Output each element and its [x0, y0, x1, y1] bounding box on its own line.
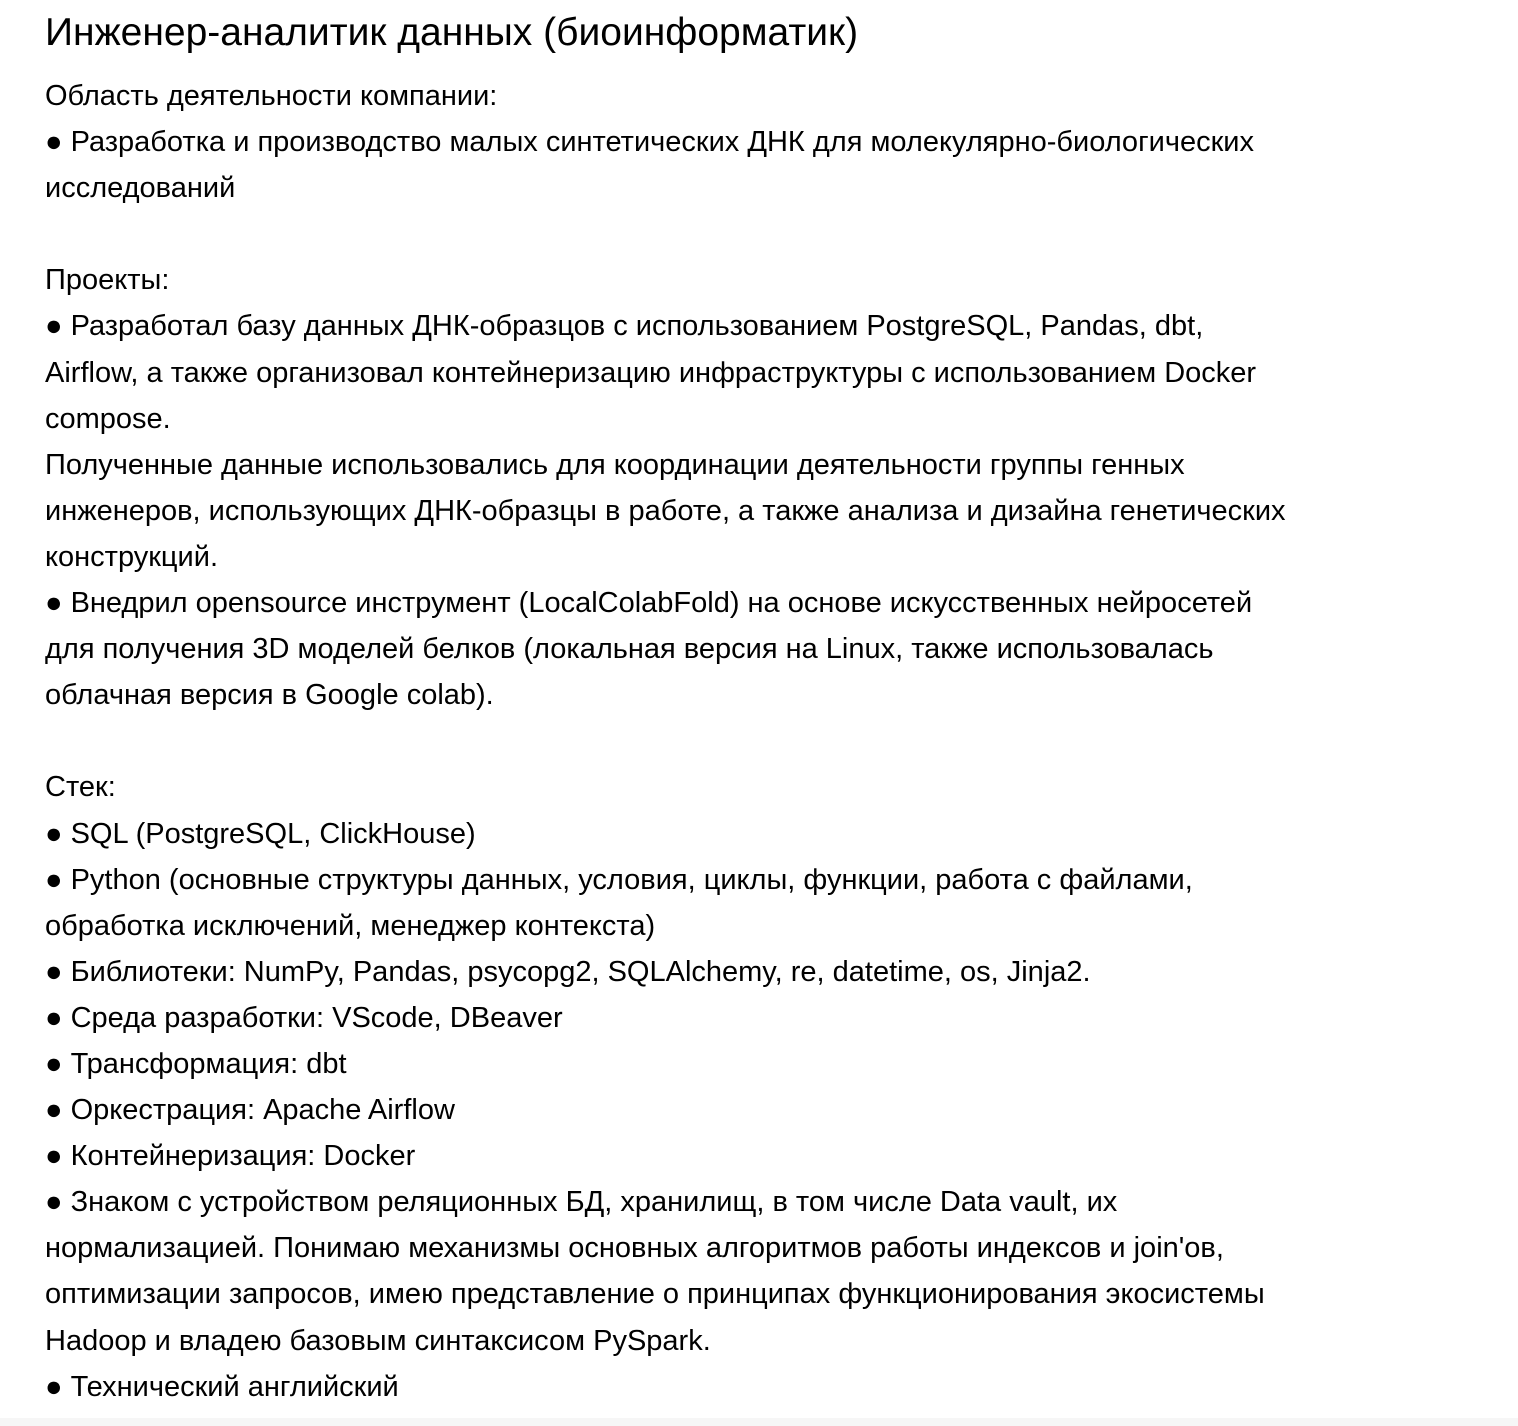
projects-line: Полученные данные использовались для координации деятельности группы генных	[45, 448, 1185, 481]
activity-heading: Область деятельности компании:	[45, 80, 498, 112]
projects-line: облачная версия в Google colab).	[45, 679, 494, 712]
stack-line: Hadoop и владею базовым синтаксисом PySpark.	[45, 1324, 711, 1357]
projects-line: инженеров, использующих ДНК-образцы в работе, а также анализа и дизайна генетических	[45, 494, 1286, 527]
stack-line: ● Контейнеризация: Docker	[45, 1140, 416, 1173]
stack-line: ● Библиотеки: NumPy, Pandas, psycopg2, SQLAlchemy, re, datetime, os, Jinja2.	[45, 955, 1091, 988]
activity-line: исследований	[45, 172, 236, 205]
blank-line	[45, 211, 1485, 257]
projects-line: compose.	[45, 402, 171, 435]
stack-line: ● Трансформация: dbt	[45, 1047, 347, 1080]
stack-line: нормализацией. Понимаю механизмы основных алгоритмов работы индексов и join'ов,	[45, 1232, 1224, 1265]
stack-heading: Стек:	[45, 771, 116, 804]
projects-line: для получения 3D моделей белков (локальная версия на Linux, также использовалась	[45, 633, 1214, 666]
page-title: Инженер-аналитик данных (биоинформатик)	[45, 11, 859, 54]
stack-line: обработка исключений, менеджер контекста)	[45, 909, 656, 942]
document-body	[45, 73, 1485, 1410]
projects-line: конструкций.	[45, 540, 218, 573]
bottom-edge	[0, 1418, 1518, 1426]
blank-line	[45, 718, 1485, 764]
projects-line: ● Внедрил opensource инструмент (LocalColabFold) на основе искусственных нейросетей	[45, 587, 1253, 620]
projects-line: Airflow, а также организовал контейнеризацию инфраструктуры с использованием Docker	[45, 356, 1257, 389]
stack-line: ● Python (основные структуры данных, условия, циклы, функции, работа с файлами,	[45, 863, 1193, 896]
projects-line: ● Разработал базу данных ДНК-образцов с использованием PostgreSQL, Pandas, dbt,	[45, 310, 1204, 343]
stack-line: оптимизации запросов, имею представление о принципах функционирования экосистемы	[45, 1278, 1265, 1311]
stack-line: ● Знаком с устройством реляционных БД, хранилищ, в том числе Data vault, их	[45, 1186, 1118, 1219]
projects-heading: Проекты:	[45, 264, 170, 297]
stack-line: ● SQL (PostgreSQL, ClickHouse)	[45, 817, 476, 850]
stack-line: ● Среда разработки: VScode, DBeaver	[45, 1001, 563, 1034]
stack-line: ● Технический английский	[45, 1370, 399, 1403]
stack-line: ● Оркестрация: Apache Airflow	[45, 1094, 455, 1127]
activity-line: ● Разработка и производство малых синтетических ДНК для молекулярно-биологических	[45, 126, 1254, 159]
